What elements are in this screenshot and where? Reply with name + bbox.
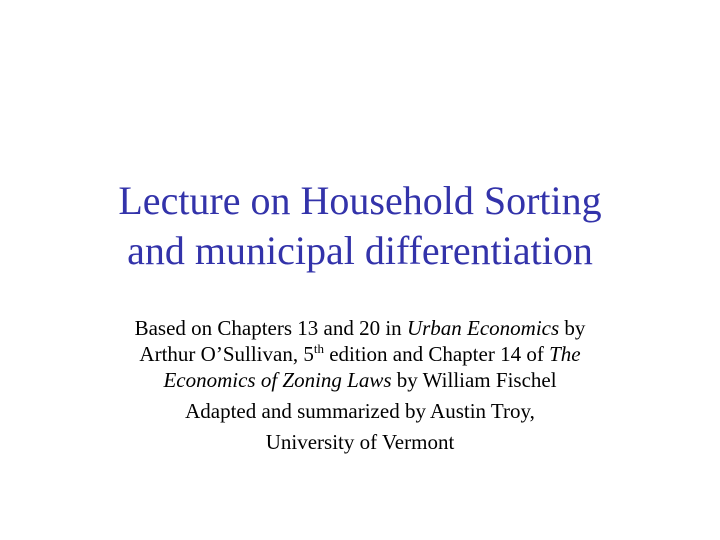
slide-title bbox=[40, 176, 680, 276]
subtitle-text: by bbox=[559, 316, 586, 340]
slide-subtitle bbox=[60, 315, 660, 455]
book-title-zoning-part-1: The bbox=[549, 342, 581, 366]
subtitle-line-3 bbox=[60, 367, 660, 393]
edition-superscript: th bbox=[313, 341, 324, 356]
title-line-1: Lecture on Household Sorting bbox=[118, 178, 602, 223]
subtitle-line-1 bbox=[60, 315, 660, 341]
subtitle-line-5: University of Vermont bbox=[265, 430, 455, 454]
book-title-urban-economics: Urban Economics bbox=[406, 316, 560, 340]
title-line-2: and municipal differentiation bbox=[127, 228, 593, 273]
subtitle-text: Based on Chapters 13 and 20 in bbox=[134, 316, 407, 340]
subtitle-text: Arthur O’Sullivan, 5 bbox=[139, 342, 314, 366]
subtitle-line-4: Adapted and summarized by Austin Troy, bbox=[185, 399, 535, 423]
book-title-zoning-part-2: Economics of Zoning Laws bbox=[163, 368, 392, 392]
subtitle-text: by William Fischel bbox=[391, 368, 557, 392]
subtitle-line-2 bbox=[60, 341, 660, 367]
subtitle-text: edition and Chapter 14 of bbox=[323, 342, 550, 366]
